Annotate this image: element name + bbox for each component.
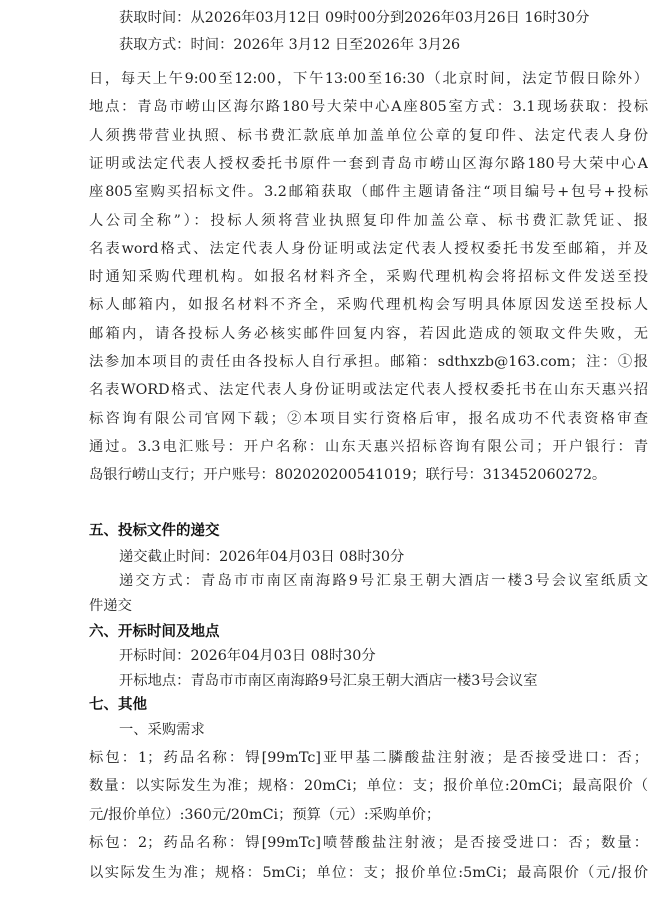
opening-place: 开标地点：青岛市市南区南海路9号汇泉王朝大酒店一楼3号会议室 (119, 673, 538, 689)
obtain-detail-line: 邮箱内，请各投标人务必核实邮件回复内容，若因此造成的领取文件失败，无 (89, 325, 648, 342)
obtain-detail-line: 地点：青岛市崂山区海尔路180号大荣中心A座805室方式：3.1现场获取：投标 (89, 99, 648, 116)
obtain-detail-line: 人须携带营业执照、标书费汇款底单加盖单位公章的复印件、法定代表人身份 (89, 127, 648, 144)
obtain-detail-line: 通过。3.3电汇账号：开户名称：山东天惠兴招标咨询有限公司；开户银行：青 (89, 438, 648, 455)
section-heading-opening: 六、开标时间及地点 (89, 624, 220, 640)
obtain-detail-line: 人公司全称”）：投标人须将营业执照复印件加盖公章、标书费汇款凭证、报 (89, 212, 648, 229)
submission-deadline: 递交截止时间：2026年04月03日 08时30分 (119, 549, 405, 565)
obtain-detail-line: 日，每天上午9:00至12:00，下午13:00至16:30（北京时间，法定节假日除外） (89, 71, 648, 87)
procurement-lot-line: 标包：2；药品名称：锝[99mTc]喷替酸盐注射液；是否接受进口：否；数量： (89, 835, 648, 851)
procurement-lot-line: 数量：以实际发生为准；规格：20mCi；单位：支；报价单位:20mCi；最高限价（ (89, 778, 648, 794)
obtain-detail-line: 名表word格式、法定代表人身份证明或法定代表人授权委托书发至邮箱，并及 (89, 240, 648, 257)
section-heading-other: 七、其他 (89, 697, 147, 713)
obtain-detail-line: 座805室购买招标文件。3.2邮箱获取（邮件主题请备注“项目编号+包号+投标 (89, 184, 648, 201)
procurement-lot-line: 元/报价单位）:360元/20mCi；预算（元）:采购单价； (89, 807, 441, 823)
submission-method-cont: 件递交 (89, 598, 132, 614)
obtain-detail-line: 标人邮箱内，如报名材料不齐全，采购代理机构会写明具体原因发送至投标人 (89, 297, 648, 314)
obtain-method: 获取方式：时间：2026年 3月12 日至2026年 3月26 (119, 37, 461, 53)
submission-method: 递交方式：青岛市市南区南海路9号汇泉王朝大酒店一楼3号会议室纸质文 (119, 573, 648, 589)
obtain-detail-line: 名表WORD格式、法定代表人身份证明或法定代表人授权委托书在山东天惠兴招 (89, 382, 648, 399)
obtain-detail-line: 标咨询有限公司官网下载；②本项目实行资格后审，报名成功不代表资格审查 (89, 410, 648, 427)
obtain-detail-line: 时通知采购代理机构。如报名材料齐全，采购代理机构会将招标文件发送至投 (89, 269, 648, 286)
obtain-detail-line: 证明或法定代表人授权委托书原件一套到青岛市崂山区海尔路180号大荣中心A (89, 155, 648, 172)
procurement-lot-line: 标包：1；药品名称：锝[99mTc]亚甲基二膦酸盐注射液；是否接受进口：否； (89, 750, 648, 766)
obtain-time: 获取时间：从2026年03月12日 09时00分到2026年03月26日 16时30分 (119, 10, 590, 26)
section-heading-submission: 五、投标文件的递交 (89, 523, 220, 539)
procurement-lot-line: 以实际发生为准；规格：5mCi；单位：支；报价单位:5mCi；最高限价（元/报价 (89, 865, 648, 881)
opening-time: 开标时间：2026年04月03日 08时30分 (119, 648, 376, 664)
obtain-detail-line: 岛银行崂山支行；开户账号：802020200541019；联行号：313452060272。 (89, 467, 607, 484)
procurement-subheading: 一、采购需求 (119, 722, 205, 738)
obtain-detail-line: 法参加本项目的责任由各投标人自行承担。邮箱：sdthxzb@163.com；注：①报 (89, 354, 648, 370)
